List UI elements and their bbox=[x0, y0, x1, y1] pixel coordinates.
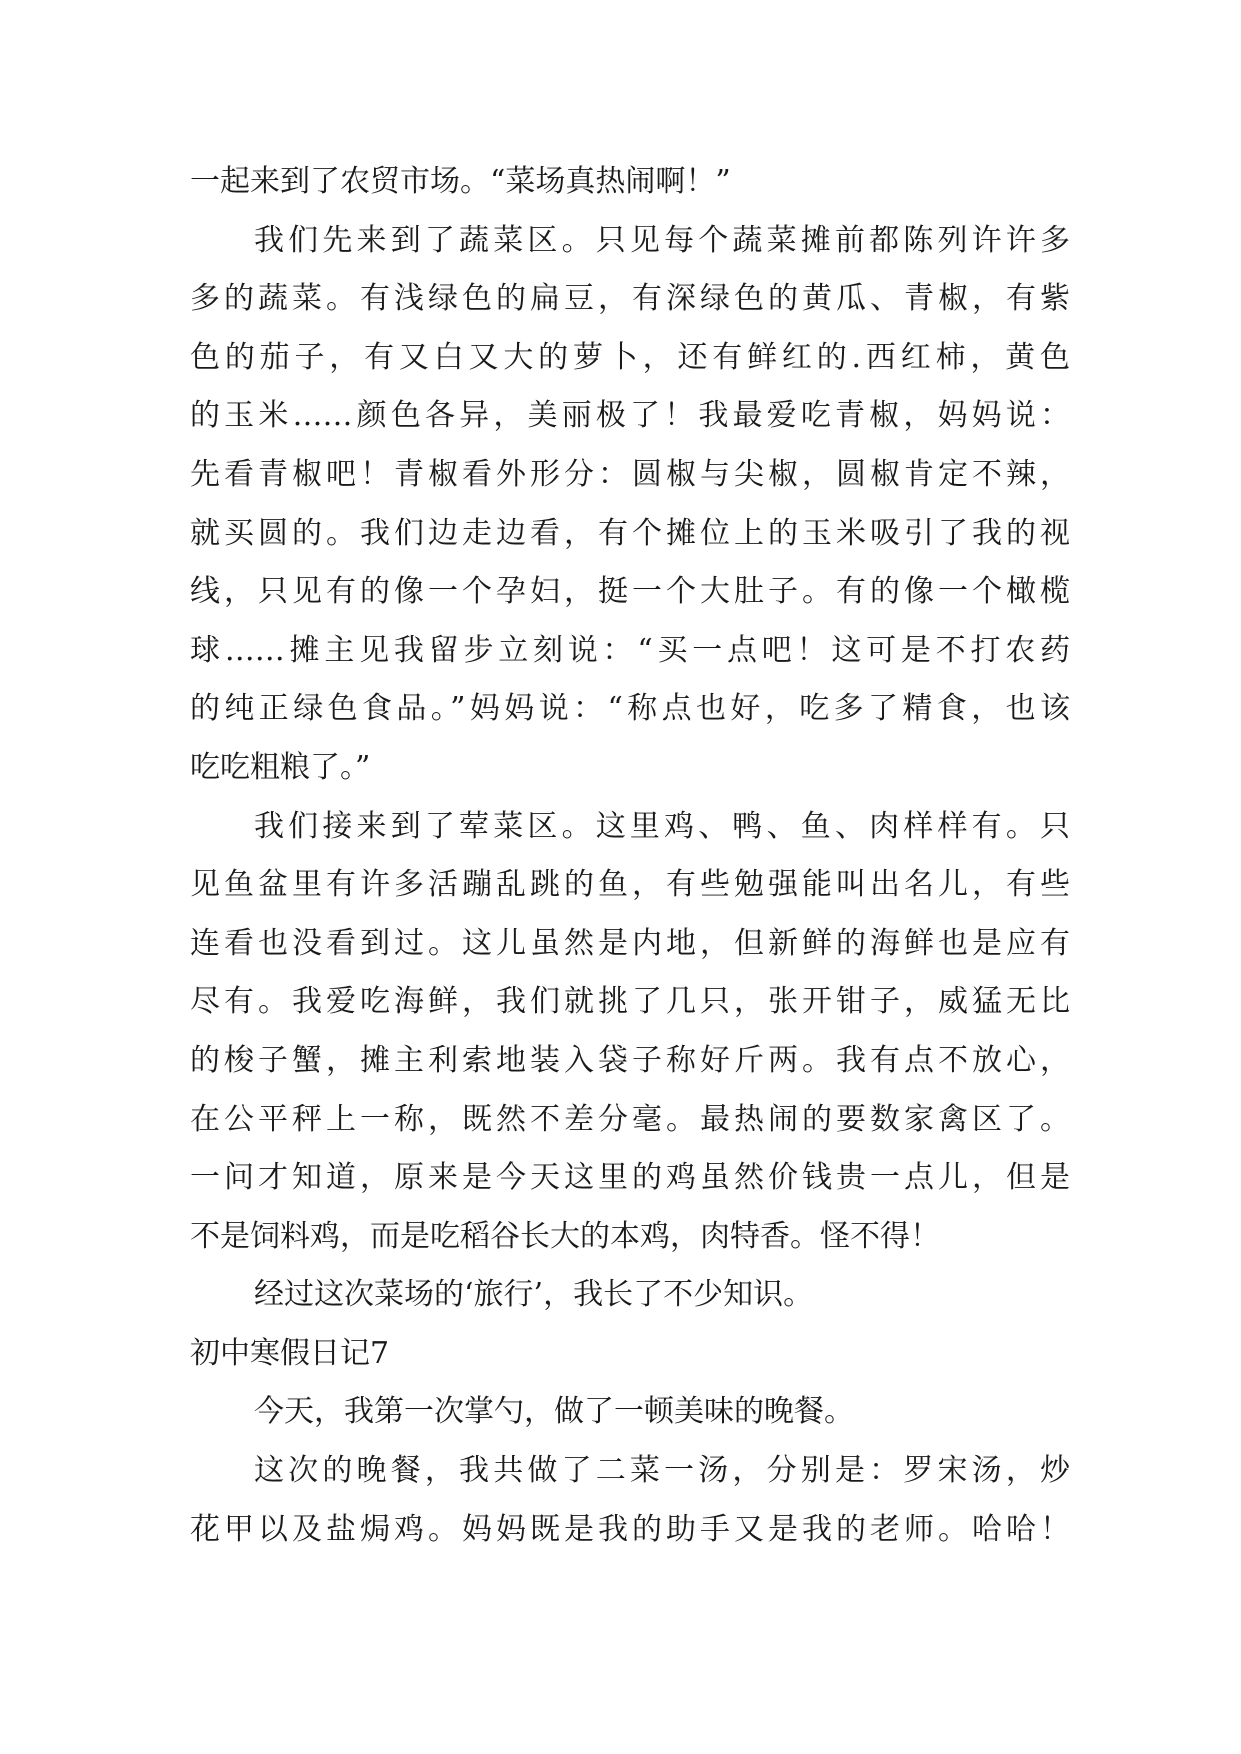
text-line: 的玉米……颜色各异，美丽极了！我最爱吃青椒，妈妈说： bbox=[190, 398, 1070, 434]
text-line: 我们接来到了荤菜区。这里鸡、鸭、鱼、肉样样有。只 bbox=[254, 808, 1070, 844]
text-line: 这次的晚餐，我共做了二菜一汤，分别是：罗宋汤，炒 bbox=[254, 1453, 1070, 1489]
paragraph bbox=[190, 212, 1070, 798]
text-line: 多的蔬菜。有浅绿色的扁豆，有深绿色的黄瓜、青椒，有紫 bbox=[190, 281, 1070, 317]
text-line: 色的茄子，有又白又大的萝卜，还有鲜红的.西红柿，黄色 bbox=[190, 339, 1070, 375]
paragraph bbox=[190, 1266, 1070, 1325]
text-line: 连看也没看到过。这儿虽然是内地，但新鲜的海鲜也是应有 bbox=[190, 925, 1070, 961]
paragraph bbox=[190, 798, 1070, 1267]
text-line: 尽有。我爱吃海鲜，我们就挑了几只，张开钳子，威猛无比 bbox=[190, 984, 1070, 1020]
text-line: 在公平秤上一称，既然不差分毫。最热闹的要数家禽区了。 bbox=[190, 1101, 1070, 1137]
text-line: 今天，我第一次掌勺，做了一顿美味的晚餐。 bbox=[254, 1394, 854, 1430]
text-line: 一起来到了农贸市场。“菜场真热闹啊！” bbox=[190, 164, 731, 199]
text-line: 就买圆的。我们边走边看，有个摊位上的玉米吸引了我的视 bbox=[190, 515, 1070, 551]
text-line: 一问才知道，原来是今天这里的鸡虽然价钱贵一点儿，但是 bbox=[190, 1160, 1070, 1196]
text-line: 不是饲料鸡，而是吃稻谷长大的本鸡，肉特香。怪不得！ bbox=[190, 1218, 940, 1254]
text-line: 线，只见有的像一个孕妇，挺一个大肚子。有的像一个橄榄 bbox=[190, 574, 1070, 610]
text-line: 我们先来到了蔬菜区。只见每个蔬菜摊前都陈列许许多 bbox=[254, 222, 1070, 258]
paragraph bbox=[190, 1442, 1070, 1559]
text-line: 的梭子蟹，摊主利索地装入袋子称好斤两。我有点不放心， bbox=[190, 1042, 1070, 1078]
text-line: 球……摊主见我留步立刻说：“买一点吧！这可是不打农药 bbox=[190, 632, 1070, 668]
text-line: 吃吃粗粮了。” bbox=[190, 749, 371, 785]
section-heading bbox=[190, 1325, 1070, 1384]
text-line: 见鱼盆里有许多活蹦乱跳的鱼，有些勉强能叫出名儿，有些 bbox=[190, 867, 1070, 903]
text-line: 花甲以及盐焗鸡。妈妈既是我的助手又是我的老师。哈哈！ bbox=[190, 1511, 1070, 1547]
text-line: 经过这次菜场的‘旅行’，我长了不少知识。 bbox=[254, 1277, 814, 1313]
heading-text: 初中寒假日记7 bbox=[190, 1335, 390, 1371]
text-line: 先看青椒吧！青椒看外形分：圆椒与尖椒，圆椒肯定不辣， bbox=[190, 456, 1070, 492]
paragraph bbox=[190, 153, 1070, 212]
text-line: 的纯正绿色食品。”妈妈说：“称点也好，吃多了精食，也该 bbox=[190, 691, 1070, 727]
paragraph bbox=[190, 1383, 1070, 1442]
document-body bbox=[190, 153, 1070, 1559]
